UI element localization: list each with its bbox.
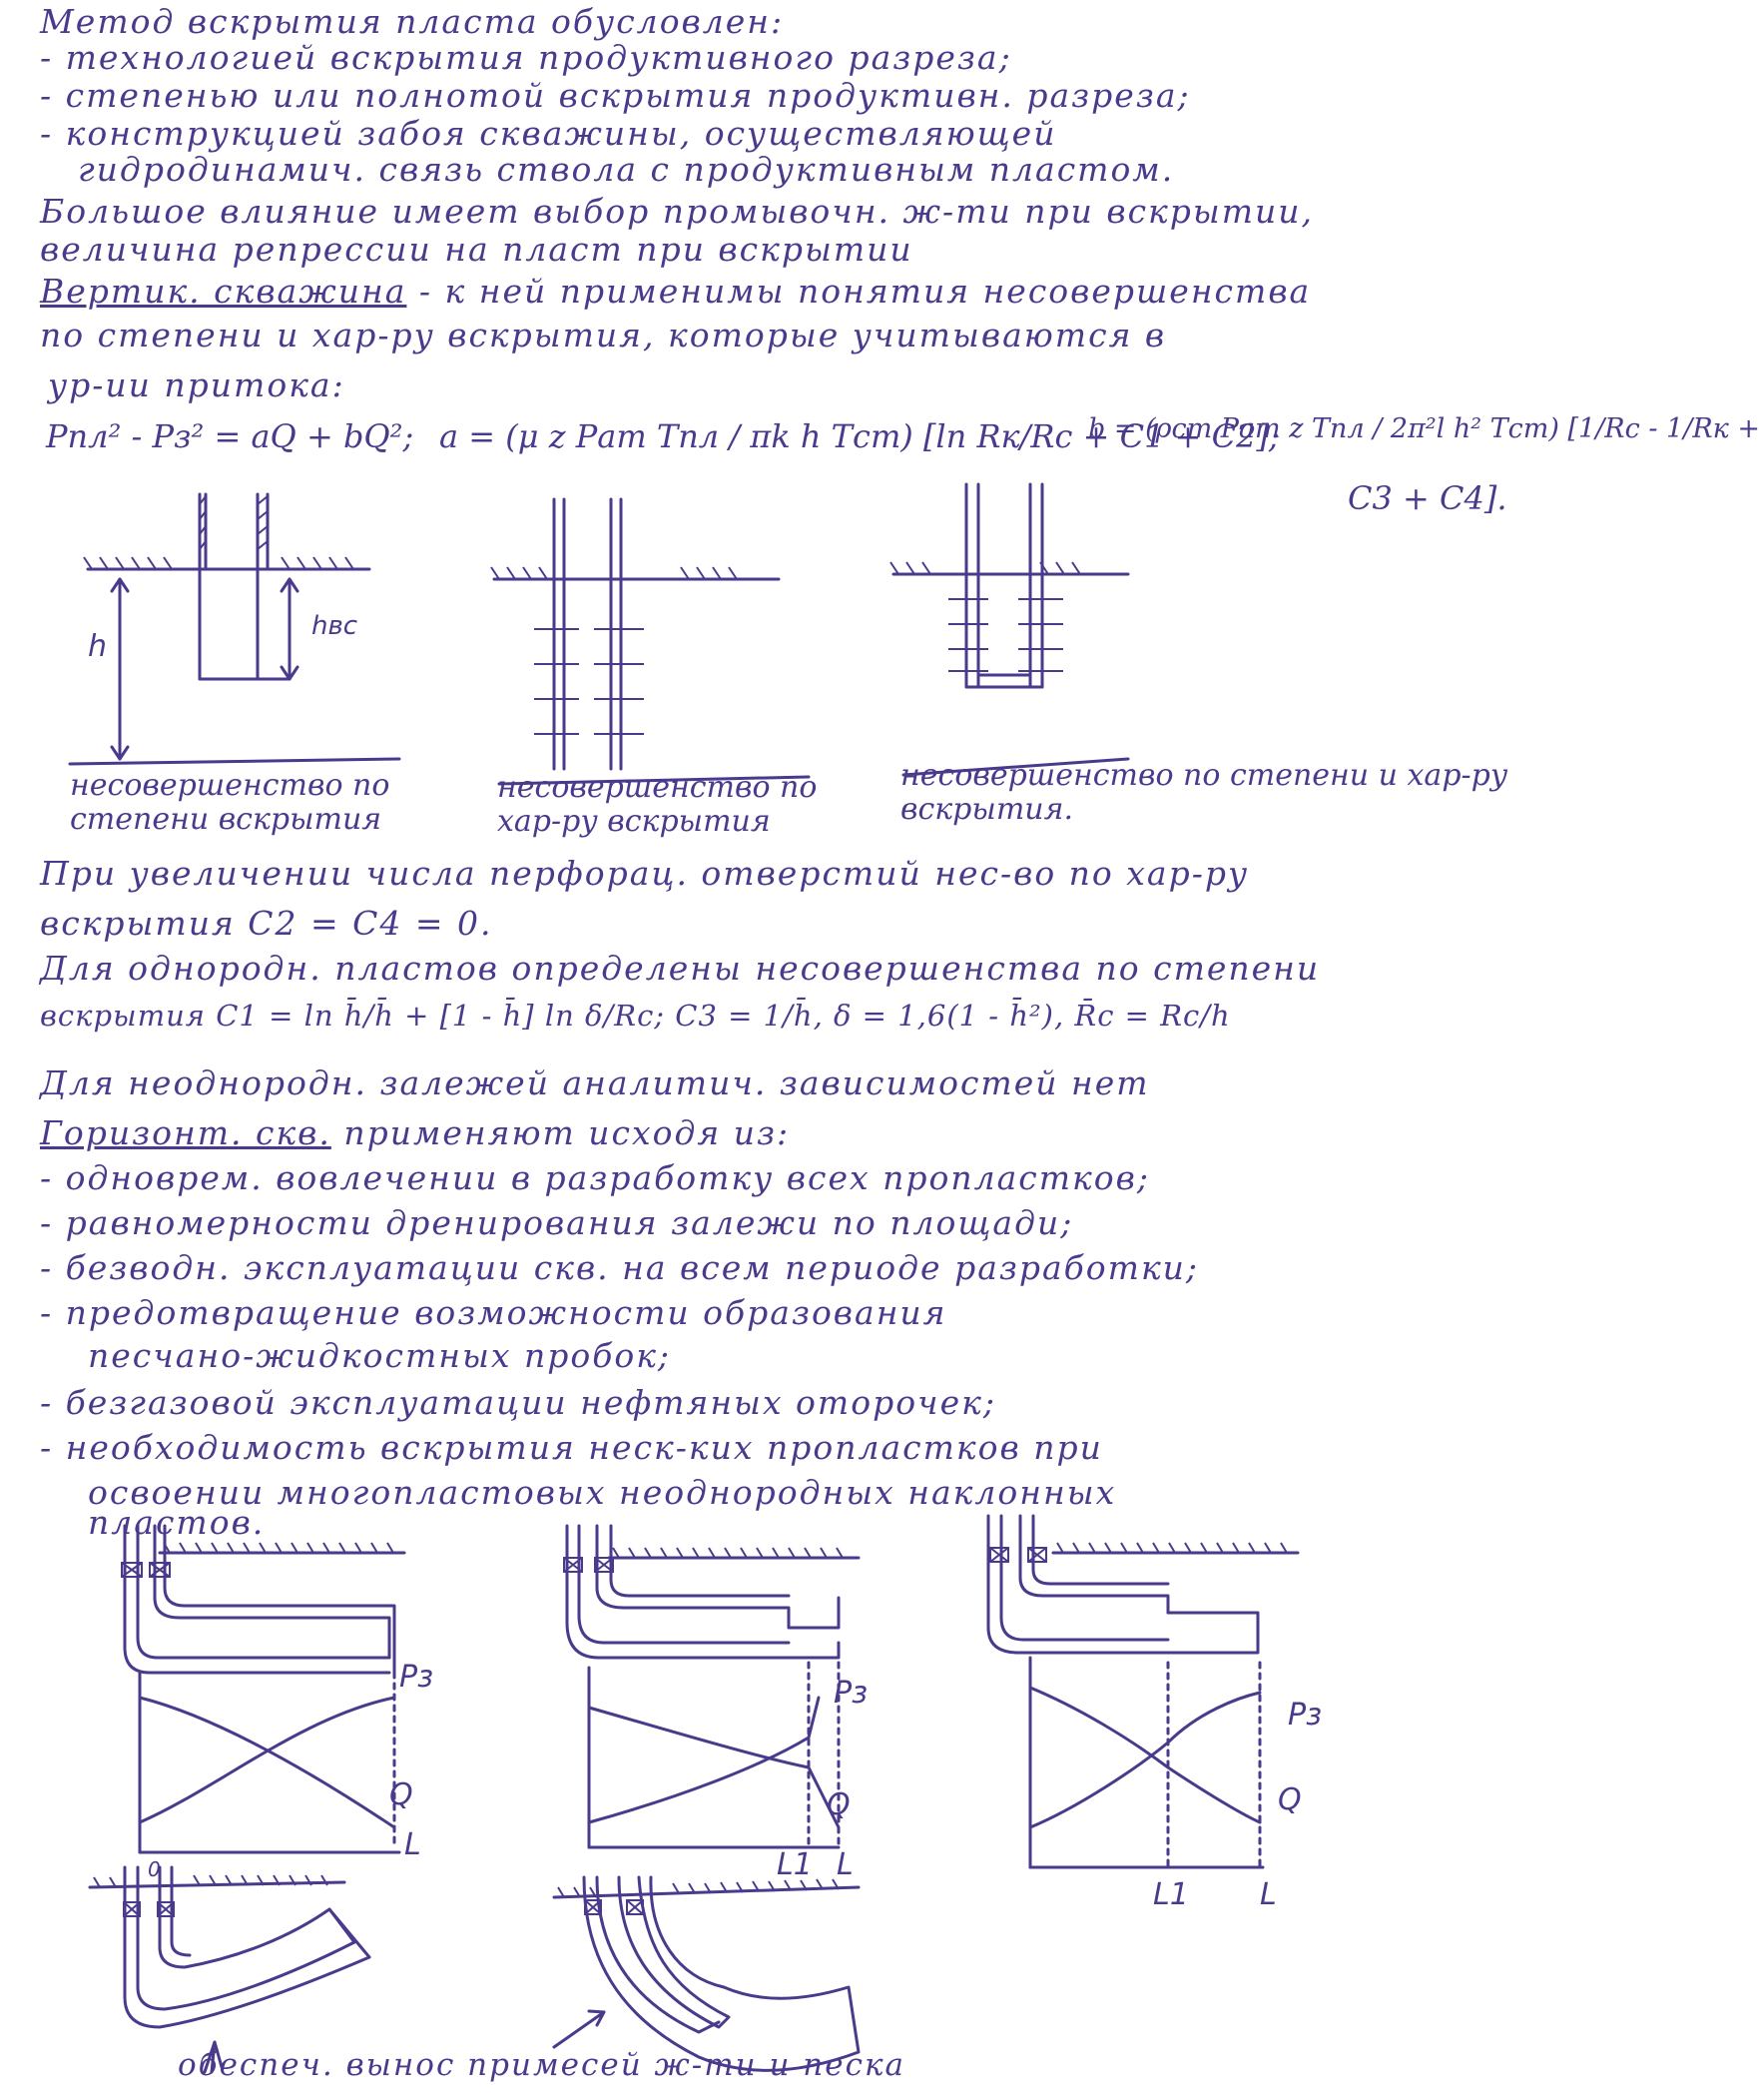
- plot3-length-label: L: [1260, 1877, 1277, 1912]
- text-line-m3: Для однородн. пластов определены несовершенства по степени: [40, 949, 1321, 988]
- text-line-5: гидродинамич. связь ствола с продуктивным пластом.: [78, 150, 1175, 189]
- text-line-m4: вскрытия C1 = ln h̄/h̄ + [1 - h̄] ln δ/Rc; C3 = 1/h̄, δ = 1,6(1 - h̄²), R̄c = Rc/h: [40, 999, 1231, 1033]
- plot2-l1-label: L1: [777, 1847, 813, 1882]
- plot1-length-label: L: [404, 1827, 421, 1862]
- text-line-4: - конструкцией забоя скважины, осуществляющей: [40, 114, 1057, 153]
- coefficient-b-formula: b = (ρст Pат z Tпл / 2π²l h² Tст) [1/Rc - 1/Rк +: [1088, 413, 1760, 444]
- plot1-pressure-label: Pз: [399, 1660, 434, 1695]
- plot2-flow-label: Q: [827, 1787, 851, 1822]
- text-line-m9: - безводн. эксплуатации скв. на всем периоде разработки;: [40, 1248, 1200, 1287]
- caption-partial-penetration: несовершенство по степени вскрытия: [70, 768, 390, 837]
- plot3-pressure-label: Pз: [1288, 1698, 1323, 1733]
- text-line-m1: При увеличении числа перфорац. отверстий нес-во по хар-ру: [40, 854, 1250, 893]
- footer-annotation: обеспеч. вынос примесей ж-ти и песка: [178, 2047, 905, 2083]
- text-line-m2: вскрытия C2 = C4 = 0.: [40, 904, 493, 943]
- height-label: h: [88, 629, 108, 664]
- text-line-m10: - предотвращение возможности образования: [40, 1293, 947, 1332]
- coefficient-a-formula: a = (μ z Pат Tпл / πk h Tст) [ln Rк/Rc + C1 + C2];: [439, 417, 1280, 455]
- vertical-well-heading: Вертик. скважина: [40, 272, 407, 311]
- sketch-combined: [890, 484, 1128, 775]
- plot3-flow-label: Q: [1278, 1782, 1302, 1817]
- plot2-length-label: L: [837, 1847, 854, 1882]
- horizontal-well-3: [988, 1516, 1298, 1867]
- coefficient-b-formula-end: C3 + C4].: [1348, 479, 1507, 517]
- text-line-m15: пластов.: [88, 1503, 266, 1542]
- sketch-perforation: [491, 499, 809, 784]
- horizontal-well-2: [564, 1526, 859, 1847]
- horizontal-well-5: [554, 1877, 859, 2070]
- text-line-3: - степенью или полнотой вскрытия продуктивн. разреза;: [40, 76, 1191, 115]
- text-line-m13: - необходимость вскрытия неск-ких пропластков при: [40, 1428, 1103, 1467]
- text-line-m14: освоении многопластовых неоднородных наклонных: [88, 1473, 1117, 1512]
- caption-perforation: несовершенство по хар-ру вскрытия: [497, 770, 818, 839]
- text-line-m7: - одноврем. вовлечении в разработку всех пропластков;: [40, 1158, 1150, 1197]
- text-line-m11: песчано-жидкостных пробок;: [88, 1336, 672, 1375]
- plot1-zero-label: 0: [148, 1857, 161, 1881]
- text-line-9: по степени и хар-ру вскрытия, которые учитываются в: [40, 316, 1167, 354]
- horizontal-well-1: [122, 1526, 404, 1852]
- text-line-2: - технологией вскрытия продуктивного разреза;: [40, 38, 1012, 77]
- text-line-10: ур-ии притока:: [48, 365, 345, 404]
- plot1-flow-label: Q: [389, 1777, 413, 1812]
- caption-combined: несовершенство по степени и хар-ру вскрытия.: [900, 758, 1508, 827]
- text-line-m6: [40, 1113, 790, 1152]
- horizontal-well-text: применяют исходя из:: [330, 1113, 791, 1152]
- plot3-l1-label: L1: [1153, 1877, 1189, 1912]
- vertical-well-text: - к ней применимы понятия несовершенства: [406, 272, 1312, 311]
- text-line-6: Большое влияние имеет выбор промывочн. ж-ти при вскрытии,: [40, 192, 1315, 231]
- horizontal-well-heading: Горизонт. скв.: [40, 1113, 331, 1152]
- text-line-1: Метод вскрытия пласта обусловлен:: [40, 2, 785, 41]
- plot2-pressure-label: Pз: [834, 1676, 869, 1711]
- text-line-m12: - безгазовой эксплуатации нефтяных оторочек;: [40, 1383, 996, 1422]
- horizontal-well-4: [90, 1867, 369, 2072]
- text-line-m5: Для неоднородн. залежей аналитич. зависимостей нет: [40, 1063, 1150, 1102]
- inflow-equation: Pпл² - Pз² = aQ + bQ²;: [46, 417, 414, 455]
- text-line-7: величина репрессии на пласт при вскрытии: [40, 230, 913, 269]
- text-line-m8: - равномерности дренирования залежи по площади;: [40, 1203, 1074, 1242]
- penetration-height-label: hвс: [311, 611, 358, 641]
